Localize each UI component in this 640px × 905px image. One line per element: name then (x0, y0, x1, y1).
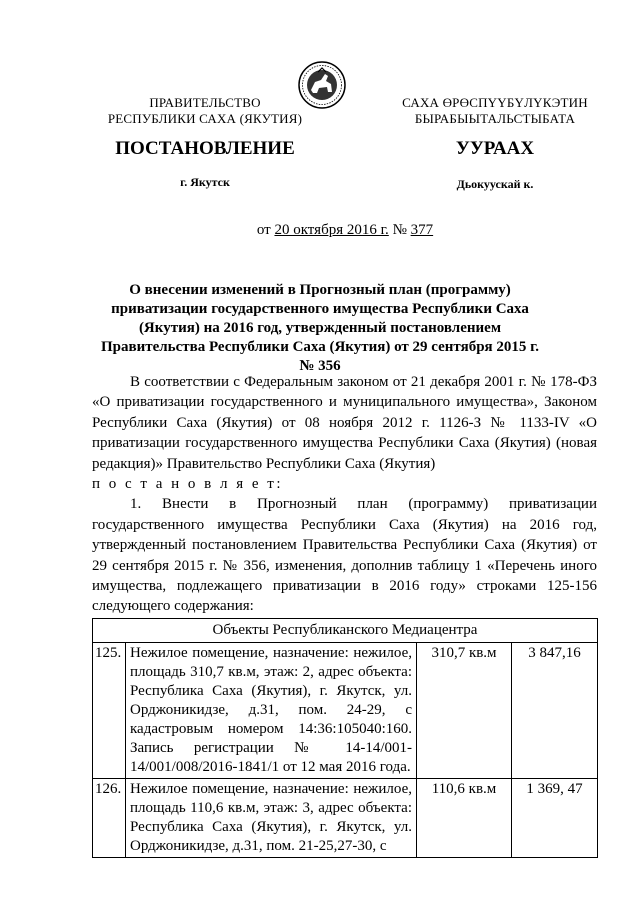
decree-date: 20 октября 2016 г. (274, 222, 389, 238)
row-number: 126. (93, 779, 126, 858)
row-description: Нежилое помещение, назначение: нежилое, площадь 110,6 кв.м, этаж: 3, адрес объекта: Республика Саха (Якутия), г. Якутск, ул. Орджоникидзе, д.31, пом. 21-25,27-30, с (126, 779, 417, 858)
document-type-ru: ПОСТАНОВЛЕНИЕ (115, 138, 295, 159)
privatization-table (92, 618, 598, 858)
row-number: 125. (93, 643, 126, 779)
decree-date-line (200, 222, 490, 239)
document-type-sakha: УУРААХ (455, 138, 535, 159)
table-row (93, 779, 598, 858)
government-sakha-line1: САХА ӨРӨСПҮҮБҮЛҮКЭТИН (402, 95, 588, 110)
government-sakha-line2: БЫРАБЫЫТАЛЬСТЫБАТА (414, 111, 576, 126)
city-sakha: Дьокуускай к. (456, 177, 534, 191)
government-name-ru (95, 95, 315, 127)
table-row (93, 643, 598, 779)
government-name-sakha (385, 95, 605, 127)
row-area: 110,6 кв.м (417, 779, 512, 858)
body-paragraph-1: В соответствии с Федеральным законом от 21 декабря 2001 г. № 178-ФЗ «О приватизации государственного и муниципального имущества», Законом Республики Саха (Якутия) от 08 ноября 2012 г. 1126-З № 1133-IV «О приватизации государственного имущества Республики Саха (Якутия) (новая редакция)» Правительство Республики Саха (Якутия) (92, 374, 597, 472)
government-line1: ПРАВИТЕЛЬСТВО (149, 95, 261, 110)
decree-number: 377 (410, 222, 434, 238)
row-area: 310,7 кв.м (417, 643, 512, 779)
table-section-title: Объекты Республиканского Медиацентра (93, 619, 598, 643)
body-paragraph-2: 1. Внести в Прогнозный план (программу) приватизации государственного имущества Республики Саха (Якутия) на 2016 год, утвержденный постановлением Правительства Республики Саха (Якутия) от 29 сентября 2015 г. № 356, изменения, дополнив таблицу 1 «Перечень иного имущества, подлежащего приватизации в 2016 году» строками 125-156 следующего содержания: (92, 496, 597, 615)
decree-word: п о с т а н о в л я е т: (92, 476, 284, 493)
row-price: 3 847,16 (512, 643, 598, 779)
city-ru: г. Якутск (180, 175, 230, 189)
row-description: Нежилое помещение, назначение: нежилое, площадь 310,7 кв.м, этаж: 2, адрес объекта: Республика Саха (Якутия), г. Якутск, ул. Орджоникидзе, д.31, пом. 24-29, с кадастровым номером 14:36:105040:160. Запись регистрации № 14-14/001-14/001/008/2016-1841/1 от 12 мая 2016 года. (126, 643, 417, 779)
decree-subject: О внесении изменений в Прогнозный план (программу) приватизации государственного имущества Республики Саха (Якутия) на 2016 год, утвержденный постановлением Правительства Республики Саха (Якутия) от 29 сентября 2015 г. № 356 (100, 282, 540, 374)
decree-body (92, 372, 597, 617)
row-price: 1 369, 47 (512, 779, 598, 858)
government-line2: РЕСПУБЛИКИ САХА (ЯКУТИЯ) (107, 111, 303, 126)
date-prefix: от (256, 222, 275, 238)
number-prefix: № (388, 222, 411, 238)
table-section-row (93, 619, 598, 643)
